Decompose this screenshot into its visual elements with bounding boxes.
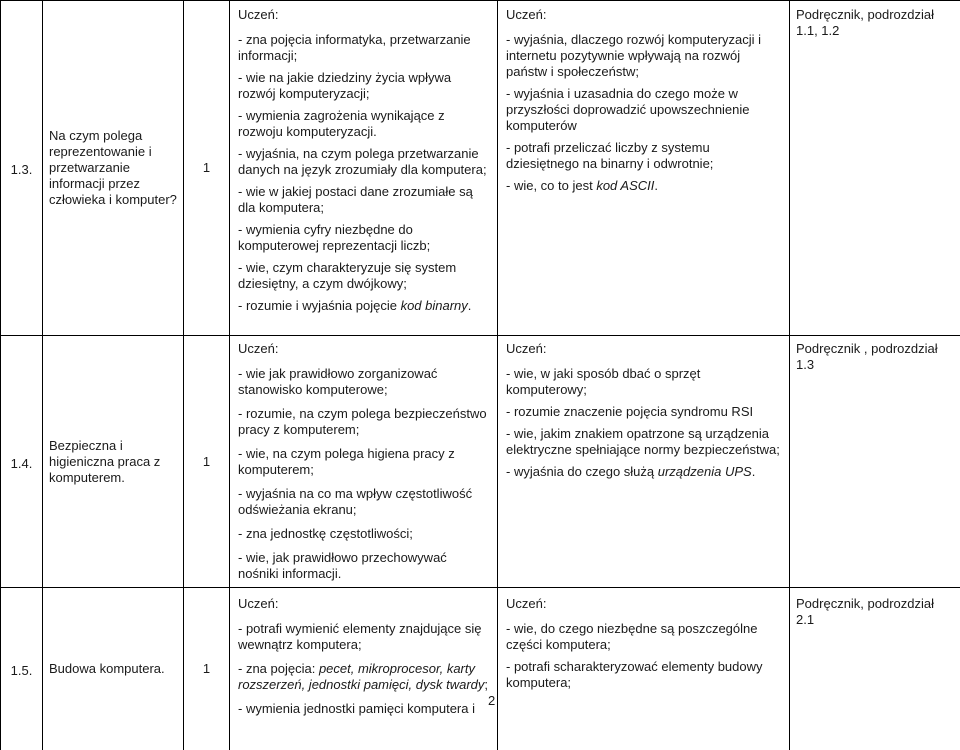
item-text: - wyjaśnia do czego służą [506, 464, 658, 479]
list-item: - zna jednostkę częstotliwości; [238, 526, 489, 542]
lesson-topic: Bezpieczna i higieniczna praca z komputerem. [43, 336, 184, 588]
list-item: - potrafi wymienić elementy znajdujące się wewnątrz komputera; [238, 621, 489, 653]
list-item: - wyjaśnia, na czym polega przetwarzanie danych na język zrozumiały dla komputera; [238, 146, 489, 178]
uczen-header: Uczeń: [506, 7, 781, 23]
uczen-header: Uczeń: [238, 341, 489, 357]
extended-requirements-cell [498, 336, 790, 588]
lesson-number: 1.3. [1, 1, 43, 336]
list-item: - wie, jakim znakiem opatrzone są urządzenia elektryczne spełniające normy bezpieczeństwa; [506, 426, 781, 458]
item-emphasis: kod binarny [401, 298, 468, 313]
extended-requirements-cell [498, 588, 790, 750]
item-text: - zna pojęcia: [238, 661, 319, 676]
basic-requirements-cell [230, 336, 498, 588]
list-item: - wymienia zagrożenia wynikające z rozwoju komputeryzacji. [238, 108, 489, 140]
item-text: - wie, co to jest [506, 178, 596, 193]
item-text: - rozumie i wyjaśnia pojęcie [238, 298, 401, 313]
list-item: - wie jak prawidłowo zorganizować stanowisko komputerowe; [238, 366, 489, 398]
basic-requirements-cell [230, 588, 498, 750]
table-row [1, 336, 960, 588]
textbook-reference: Podręcznik, podrozdział 1.1, 1.2 [790, 1, 960, 336]
lesson-hours: 1 [184, 588, 230, 750]
uczen-header: Uczeń: [238, 7, 489, 23]
list-item [506, 178, 781, 194]
list-item: - rozumie, na czym polega bezpieczeństwo pracy z komputerem; [238, 406, 489, 438]
item-emphasis: pecet, mikroprocesor, karty rozszerzeń, jednostki pamięci, dysk twardy [238, 661, 484, 692]
list-item [238, 661, 489, 693]
table-body [1, 1, 960, 750]
list-item: - wie, czym charakteryzuje się system dziesiętny, a czym dwójkowy; [238, 260, 489, 292]
lesson-number: 1.5. [1, 588, 43, 750]
item-text-end: . [468, 298, 472, 313]
table-row [1, 588, 960, 750]
page-number: 2 [488, 694, 495, 708]
item-text-end: . [752, 464, 756, 479]
uczen-header: Uczeń: [506, 596, 781, 612]
item-text-end: . [654, 178, 658, 193]
list-item: - wymienia cyfry niezbędne do komputerowej reprezentacji liczb; [238, 222, 489, 254]
list-item: - wyjaśnia na co ma wpływ częstotliwość odświeżania ekranu; [238, 486, 489, 518]
textbook-reference: Podręcznik, podrozdział 2.1 [790, 588, 960, 750]
uczen-header: Uczeń: [238, 596, 489, 612]
textbook-reference: Podręcznik , podrozdział 1.3 [790, 336, 960, 588]
table-row [1, 1, 960, 336]
list-item: - wie, jak prawidłowo przechowywać nośniki informacji. [238, 550, 489, 582]
lesson-hours: 1 [184, 1, 230, 336]
item-emphasis: urządzenia UPS [658, 464, 752, 479]
lesson-topic: Na czym polega reprezentowanie i przetwarzanie informacji przez człowieka i komputer? [43, 1, 184, 336]
list-item: - wie, na czym polega higiena pracy z komputerem; [238, 446, 489, 478]
list-item: - wie, w jaki sposób dbać o sprzęt komputerowy; [506, 366, 781, 398]
lesson-number: 1.4. [1, 336, 43, 588]
list-item: - wyjaśnia, dlaczego rozwój komputeryzacji i internetu pozytywnie wpływają na rozwój państw i społeczeństw; [506, 32, 781, 80]
basic-requirements-cell [230, 1, 498, 336]
list-item [238, 298, 489, 314]
uczen-header: Uczeń: [506, 341, 781, 357]
item-text-end: ; [484, 677, 488, 692]
list-item: - wie na jakie dziedziny życia wpływa rozwój komputeryzacji; [238, 70, 489, 102]
lesson-topic: Budowa komputera. [43, 588, 184, 750]
list-item: - wie w jakiej postaci dane zrozumiałe są dla komputera; [238, 184, 489, 216]
item-emphasis: kod ASCII [596, 178, 654, 193]
list-item: - rozumie znaczenie pojęcia syndromu RSI [506, 404, 781, 420]
list-item: - potrafi przeliczać liczby z systemu dziesiętnego na binarny i odwrotnie; [506, 140, 781, 172]
extended-requirements-cell [498, 1, 790, 336]
lesson-hours: 1 [184, 336, 230, 588]
list-item [506, 464, 781, 480]
list-item: - wie, do czego niezbędne są poszczególne części komputera; [506, 621, 781, 653]
list-item: - wymienia jednostki pamięci komputera i [238, 701, 489, 717]
list-item: - potrafi scharakteryzować elementy budowy komputera; [506, 659, 781, 691]
list-item: - zna pojęcia informatyka, przetwarzanie informacji; [238, 32, 489, 64]
list-item: - wyjaśnia i uzasadnia do czego może w przyszłości doprowadzić upowszechnienie komputerów [506, 86, 781, 134]
